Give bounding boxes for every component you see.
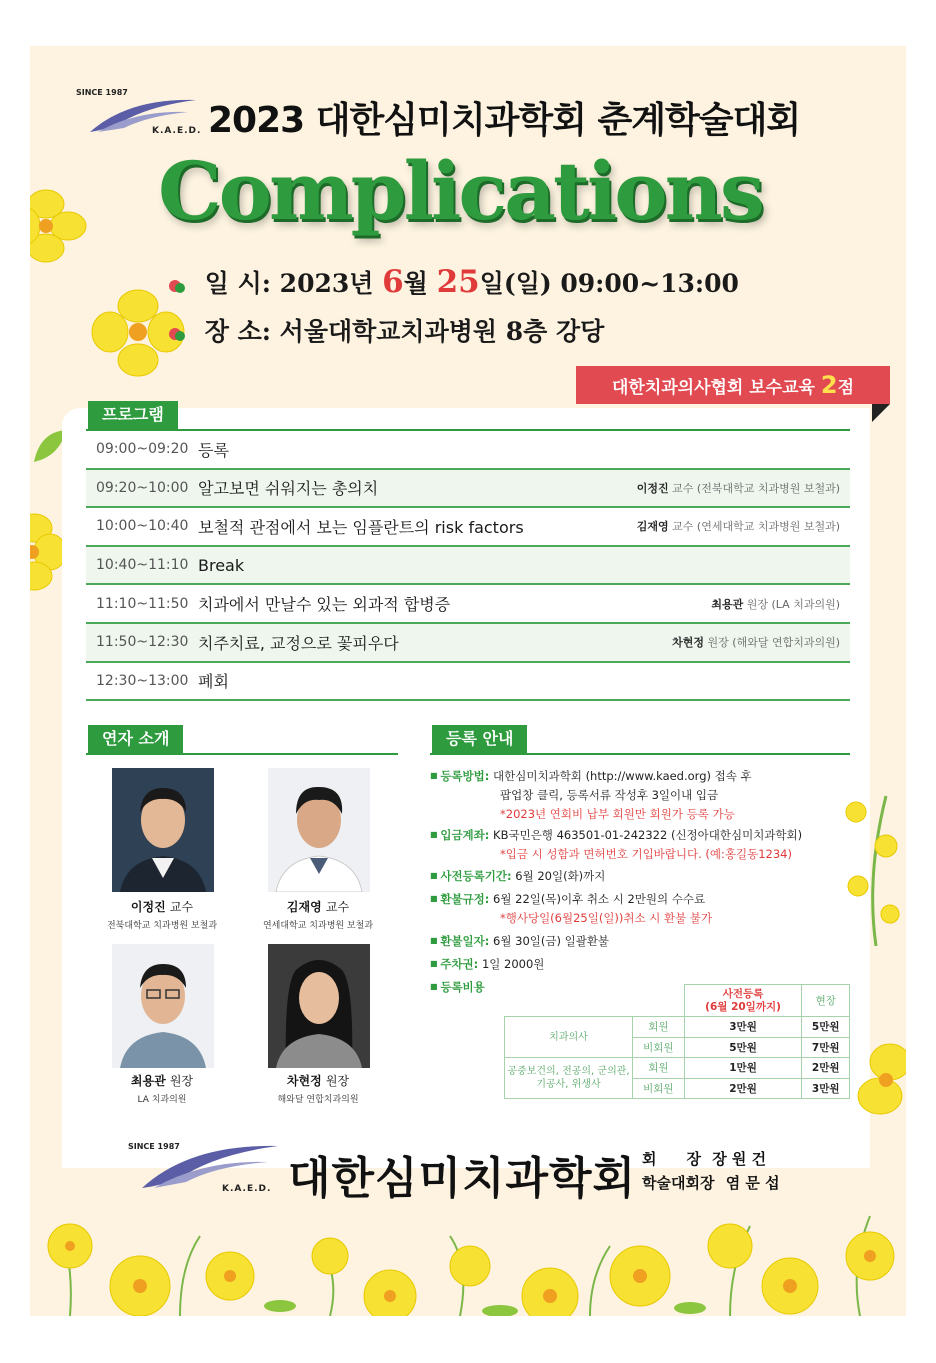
speaker-title: 원장: [325, 1074, 350, 1088]
program-tab: 프로그램: [88, 401, 178, 429]
speakers-tab: 연자 소개: [88, 725, 183, 753]
program-time: 11:50~12:30: [96, 634, 189, 651]
badge-text: 대한치과의사협회 보수교육: [611, 378, 815, 398]
fee-onsite-value: 7만원: [802, 1037, 850, 1058]
reg-parking: [430, 954, 544, 974]
program-title: 치주치료, 교정으로 꽃피우다: [198, 633, 399, 653]
program-speaker: [672, 634, 850, 650]
program-title: 알고보면 쉬워지는 총의치: [198, 479, 379, 499]
credit-badge: [576, 366, 890, 404]
poster: [30, 46, 906, 1316]
program-speaker: [637, 480, 850, 496]
bullet-icon: [168, 277, 186, 295]
program-speaker-affiliation: 원장 (해와달 연합치과의원): [707, 636, 840, 650]
reg-refund-date-text: 6월 30일(금) 일괄환불: [493, 934, 610, 948]
footer-since-text: SINCE 1987: [128, 1142, 180, 1151]
fee-category: 공중보건의, 전공의, 군의관, 기공사, 위생사: [505, 1058, 633, 1099]
program-speaker: [637, 518, 850, 534]
footer-wing-logo-icon: [140, 1138, 280, 1190]
speaker-title: 교수: [169, 900, 194, 914]
speaker-photo: [112, 768, 214, 892]
speaker-name: [238, 898, 398, 915]
speaker-name-text: 이정진: [130, 900, 166, 914]
reg-method-note: *2023년 연회비 납부 회원만 회원가 등록 가능: [500, 807, 735, 821]
speaker-name-text: 김재영: [286, 900, 322, 914]
reg-method-text-2: 팝업창 클릭, 등록서류 작성후 3일이내 입금: [500, 788, 719, 802]
registration-tab: 등록 안내: [432, 725, 527, 753]
reg-refund: [430, 889, 712, 928]
speaker-affiliation: LA 치과의원: [137, 1095, 187, 1105]
table-row: [505, 1017, 850, 1038]
program-speaker: [711, 596, 850, 612]
reg-parking-text: 1일 2000원: [481, 957, 545, 971]
fee-member-type: 비회원: [633, 1078, 685, 1099]
speaker-affiliation: 연세대학교 치과병원 보철과: [262, 921, 374, 931]
reg-period-text: 6월 20일(화)까지: [515, 869, 606, 883]
footer-kaed-text: K.A.E.D.: [222, 1184, 272, 1194]
reg-method-text: 대한심미치과학회 (http://www.kaed.org) 접속 후: [493, 769, 752, 783]
reg-method-label: ■ 등록방법:: [430, 769, 489, 783]
fee-onsite-value: 3만원: [802, 1078, 850, 1099]
program-speaker-name: 김재영: [636, 520, 669, 534]
program-title: 보철적 관점에서 보는 임플란트의 risk factors: [198, 517, 524, 537]
program-title: 치과에서 만날수 있는 외과적 합병증: [198, 595, 451, 615]
program-title: 폐회: [198, 672, 229, 692]
speaker-affiliation: 전북대학교 치과병원 보철과: [106, 921, 218, 931]
program-time: 11:10~11:50: [96, 595, 189, 612]
fee-head-pre-date: (6월 20일까지): [705, 1000, 781, 1013]
person-silhouette-icon: [268, 768, 370, 892]
date-time: 일(일) 09:00~13:00: [479, 269, 739, 298]
main-title: Complications: [158, 144, 762, 238]
fee-member-type: 회원: [633, 1058, 685, 1079]
program-title: Break: [198, 555, 245, 575]
footer-role-label: 학술대회장: [642, 1174, 715, 1192]
venue-label: 장 소:: [204, 317, 271, 346]
program-speaker-name: 차현정: [672, 636, 705, 650]
person-silhouette-icon: [268, 944, 370, 1068]
program-speaker-affiliation: 교수 (연세대학교 치과병원 보철과): [672, 520, 840, 534]
fee-pre-value: 1만원: [684, 1058, 802, 1079]
reg-refund-note: *행사당일(6월25일(일))취소 시 환불 불가: [500, 911, 713, 925]
since-text: SINCE 1987: [76, 88, 128, 97]
fee-head-onsite: 현장: [802, 985, 850, 1017]
reg-fee-label: ■ 등록비용: [430, 980, 485, 994]
date-day: 25: [436, 264, 480, 300]
fee-table-corner: [505, 985, 685, 1017]
flower-decoration-icon: [30, 184, 96, 284]
reg-method: [430, 766, 752, 824]
program-speaker-name: 최용관: [711, 597, 744, 611]
table-row: [86, 431, 850, 470]
venue-text: 서울대학교치과병원 8층 강당: [279, 317, 605, 346]
date-label: 일 시:: [204, 269, 271, 298]
reg-period-label: ■ 사전등록기간:: [430, 869, 512, 883]
kaed-logo: [74, 84, 204, 144]
reg-period: [430, 866, 605, 886]
program-time: 10:40~11:10: [96, 557, 189, 574]
fee-head-pre-text: 사전등록: [722, 987, 764, 1000]
speaker-photo: [268, 768, 370, 892]
reg-refund-text: 6월 22일(목)이후 취소 시 2만원의 수수료: [493, 892, 706, 906]
program-time: 10:00~10:40: [96, 518, 189, 535]
fee-member-type: 회원: [633, 1017, 685, 1038]
registration-divider: [430, 753, 850, 755]
kaed-text: K.A.E.D.: [152, 126, 202, 136]
reg-refund-label: ■ 환불규정:: [430, 892, 489, 906]
fee-pre-value: 3만원: [684, 1017, 802, 1038]
fee-table: [504, 984, 850, 1099]
person-silhouette-icon: [112, 768, 214, 892]
program-speaker-affiliation: 교수 (전북대학교 치과병원 보철과): [672, 481, 840, 495]
reg-account-label: ■ 입금계좌:: [430, 828, 489, 842]
speaker-photo: [268, 944, 370, 1068]
footer-role-label: 회 장: [642, 1150, 701, 1168]
table-row: [86, 624, 850, 663]
program-title: 등록: [198, 440, 229, 460]
flower-decoration-icon: [850, 1036, 906, 1126]
speaker-photo: [112, 944, 214, 1068]
fee-member-type: 비회원: [633, 1037, 685, 1058]
speaker-affiliation: 해와달 연합치과의원: [277, 1095, 359, 1105]
badge-fold: [872, 404, 890, 422]
reg-refund-date: [430, 931, 609, 951]
person-silhouette-icon: [112, 944, 214, 1068]
program-time: 09:20~10:00: [96, 479, 189, 496]
fee-category: 치과의사: [505, 1017, 633, 1058]
reg-parking-label: ■ 주차권:: [430, 957, 478, 971]
badge-points: 2: [820, 371, 838, 399]
fee-onsite-value: 5만원: [802, 1017, 850, 1038]
speaker-name-text: 차현정: [286, 1074, 322, 1088]
footer-person-name: 염 문 섭: [725, 1174, 780, 1192]
table-row: [86, 663, 850, 702]
program-time: 09:00~09:20: [96, 441, 189, 458]
speakers-divider: [86, 753, 398, 755]
date-month-unit: 월: [403, 269, 428, 298]
date-line: [168, 264, 739, 300]
venue-line: [168, 312, 604, 348]
bullet-icon: [168, 325, 186, 343]
footer-president: [642, 1148, 766, 1169]
reg-account: [430, 825, 802, 864]
footer-chair: [642, 1172, 780, 1193]
speaker-title: 교수: [325, 900, 350, 914]
badge-unit: 점: [837, 378, 855, 398]
fee-pre-value: 2만원: [684, 1078, 802, 1099]
reg-account-note: *입금 시 성함과 면허번호 기입바랍니다. (예:홍길동1234): [500, 847, 792, 861]
program-speaker-name: 이정진: [636, 481, 669, 495]
date-month: 6: [382, 264, 404, 300]
reg-refund-date-label: ■ 환불일자:: [430, 934, 489, 948]
fee-onsite-value: 2만원: [802, 1058, 850, 1079]
table-row: [86, 585, 850, 624]
speaker-name: [82, 1072, 242, 1089]
footer-org-name: 대한심미치과학회: [288, 1153, 637, 1204]
speaker-title: 원장: [169, 1074, 194, 1088]
table-row: [86, 547, 850, 586]
table-row: [505, 1058, 850, 1079]
fee-head-pre: [684, 985, 802, 1017]
table-row: [86, 470, 850, 509]
reg-fee: [430, 977, 485, 997]
flower-decoration-icon: [836, 786, 906, 946]
program-time: 12:30~13:00: [96, 672, 189, 689]
program-speaker-affiliation: 원장 (LA 치과의원): [746, 597, 840, 611]
table-row: [86, 508, 850, 547]
speaker-name: [238, 1072, 398, 1089]
speaker-name: [82, 898, 242, 915]
fee-pre-value: 5만원: [684, 1037, 802, 1058]
footer-person-name: 장 원 건: [712, 1150, 767, 1168]
speaker-name-text: 최용관: [130, 1074, 166, 1088]
date-year: 2023년: [279, 269, 374, 298]
reg-account-text: KB국민은행 463501-01-242322 (신정아대한심미치과학회): [493, 828, 803, 842]
event-title: 2023 대한심미치과학회 춘계학술대회: [208, 100, 801, 141]
